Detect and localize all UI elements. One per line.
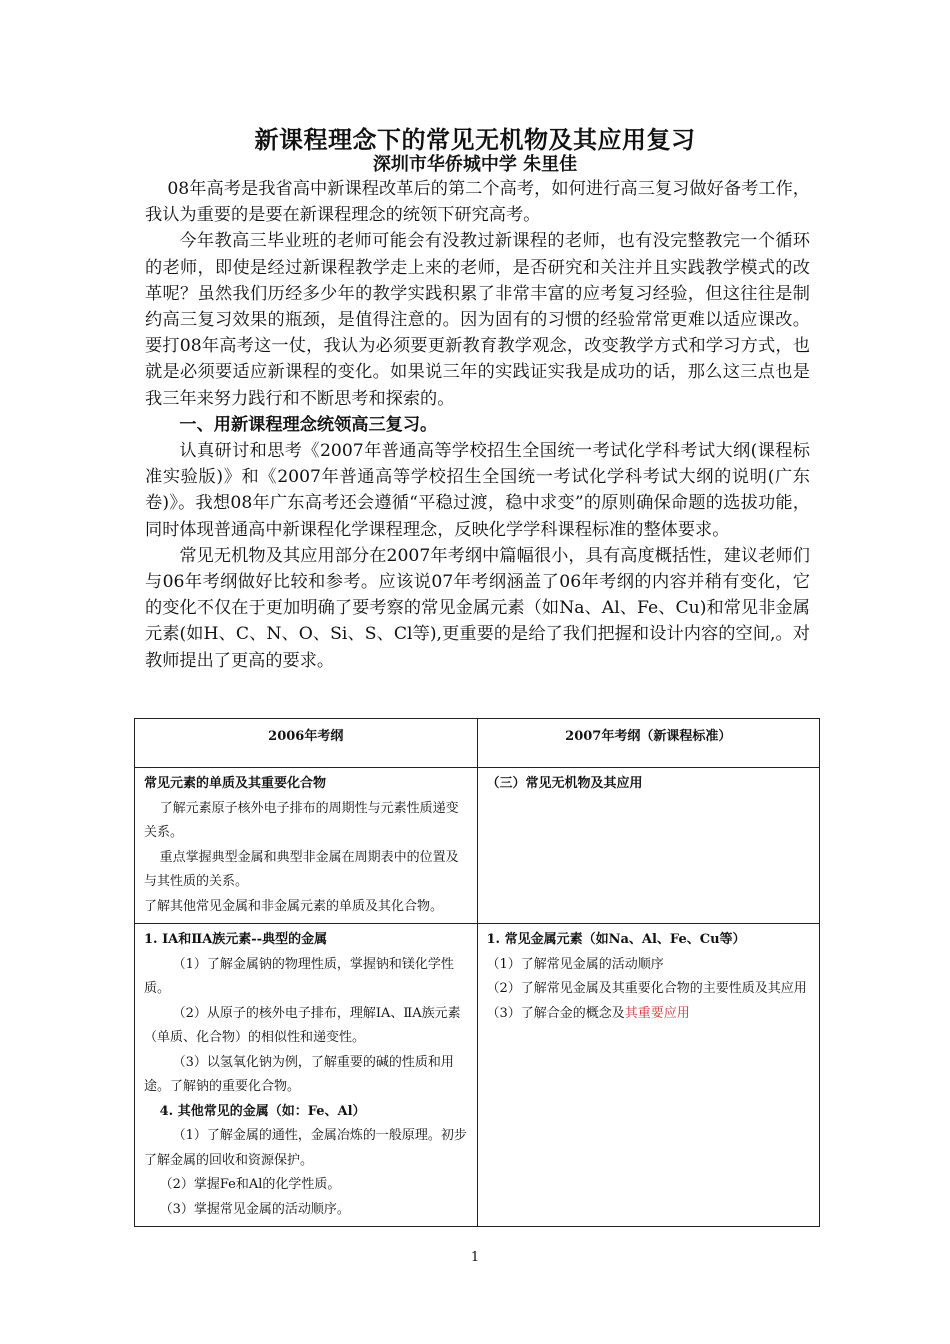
table-row — [135, 924, 820, 1227]
cell-line: 了解元素原子核外电子排布的周期性与元素性质递变关系。 — [144, 800, 459, 840]
cell-line: 了解其他常见金属和非金属元素的单质及其化合物。 — [144, 898, 444, 914]
paragraph-context: 今年教高三毕业班的老师可能会有没教过新课程的老师，也有没完整教完一个循环的老师，即使是经过新课程教学走上来的老师，是否研究和关注并且实践教学模式的改革呢？虽然我们历经多少年的教学实践积累了非常丰富的应考复习经验，但这往往是制约高三复习效果的瓶颈，是值得注意的。因为固有的习惯的经验常常更难以适应课改。要打08年高考这一仗，我认为必须要更新教育教学观念，改变教学方式和学习方式，也就是必须要适应新课程的变化。如果说三年的实践证实我是成功的话，那么这三点也是我三年来努力践行和不断思考和探索的。 — [145, 231, 810, 409]
cell-subtitle: 4. 其他常见的金属（如：Fe、Al） — [159, 1103, 366, 1119]
document-title: 新课程理念下的常见无机物及其应用复习 — [254, 125, 696, 154]
cell-title: （三）常见无机物及其应用 — [486, 776, 643, 791]
cell-line: （1）了解金属钠的物理性质，掌握钠和镁化学性质。 — [144, 956, 454, 996]
table-cell-2007-metals — [477, 924, 820, 1227]
section-heading-1: 一、用新课程理念统领高三复习。 — [179, 414, 438, 435]
cell-line — [487, 1002, 811, 1027]
highlighted-text: 其重要应用 — [624, 1005, 690, 1021]
page-number: 1 — [470, 1250, 480, 1265]
cell-line: （3）掌握常见金属的活动顺序。 — [159, 1201, 350, 1217]
cell-line: 重点掌握典型金属和典型非金属在周期表中的位置及与其性质的关系。 — [144, 849, 459, 889]
cell-line: （2）了解常见金属及其重要化合物的主要性质及其应用 — [486, 981, 807, 996]
table-cell-2007-general — [477, 768, 820, 924]
table-cell-2006-general — [135, 768, 478, 924]
cell-line: （1）了解金属的通性，金属冶炼的一般原理。初步了解金属的回收和资源保护。 — [144, 1128, 467, 1168]
paragraph-intro: 08年高考是我省高中新课程改革后的第二个高考，如何进行高三复习做好备考工作，我认为重要的是要在新课程理念的统领下研究高考。 — [145, 179, 810, 226]
paragraph-syllabus: 认真研讨和思考《2007年普通高等学校招生全国统一考试化学科考试大纲(课程标准实验版)》和《2007年普通高等学校招生全国统一考试化学科考试大纲的说明(广东卷)》。我想08年广东高考还会遵循“平稳过渡，稳中求变”的原则确保命题的选拔功能，同时体现普通高中新课程化学课程理念，反映化学学科课程标准的整体要求。 — [145, 441, 810, 540]
cell-title: 1. 常见金属元素（如Na、Al、Fe、Cu等） — [486, 932, 746, 947]
paragraph-comparison: 常见无机物及其应用部分在2007年考纲中篇幅很小，具有高度概括性，建议老师们与06年考纲做好比较和参考。应该说07年考纲涵盖了06年考纲的内容并稍有变化，它的变化不仅在于更加明确了要考察的常见金属元素（如Na、Al、Fe、Cu)和常见非金属元素(如H、C、N、O、Si、S、Cl等),更重要的是给了我们把握和设计内容的空间,。对教师提出了更高的要求。 — [145, 545, 810, 671]
table-row — [135, 768, 820, 924]
document-body — [145, 176, 810, 674]
syllabus-comparison-table — [134, 718, 820, 1227]
cell-line: （2）掌握Fe和Al的化学性质。 — [159, 1177, 341, 1192]
table-header-row — [135, 719, 820, 768]
cell-title: 常见元素的单质及其重要化合物 — [144, 776, 327, 791]
document-author: 深圳市华侨城中学 朱里佳 — [372, 154, 578, 175]
table-header-2006: 2006年考纲 — [135, 719, 478, 768]
cell-line: （3）以氢氧化钠为例，了解重要的碱的性质和用途。了解钠的重要化合物。 — [144, 1054, 454, 1094]
cell-line: （1）了解常见金属的活动顺序 — [486, 956, 664, 972]
table-cell-2006-metals — [135, 924, 478, 1227]
table-header-2007: 2007年考纲（新课程标准） — [477, 719, 820, 768]
cell-text: （3）了解合金的概念及 — [486, 1005, 625, 1021]
cell-title: 1. ⅠA和ⅡA族元素--典型的金属 — [144, 932, 328, 947]
cell-line: （2）从原子的核外电子排布，理解ⅠA、ⅡA族元素（单质、化合物）的相似性和递变性。 — [144, 1005, 461, 1045]
